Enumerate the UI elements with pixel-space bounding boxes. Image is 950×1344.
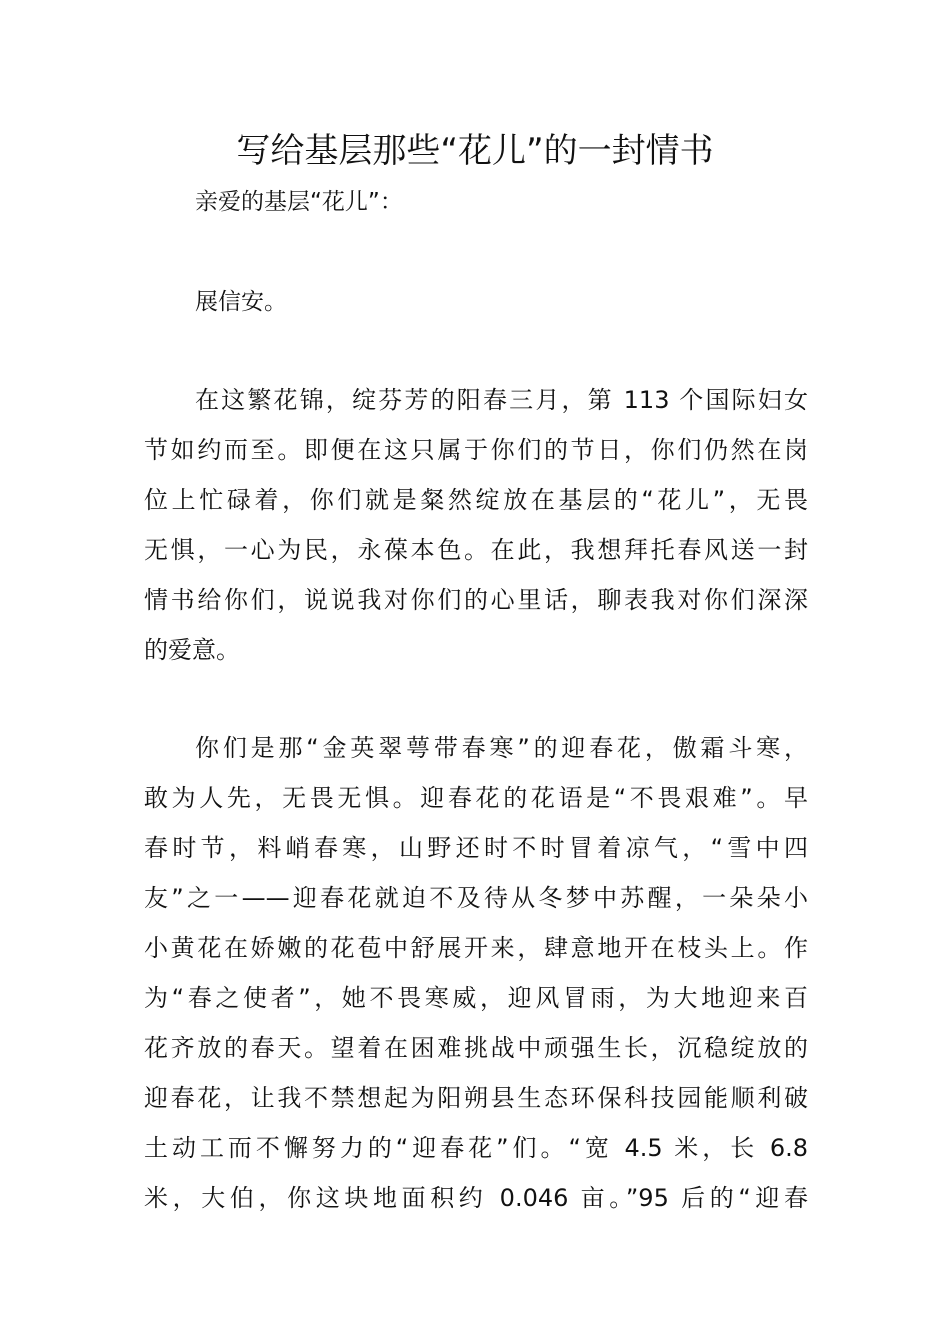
paragraph-1 xyxy=(144,375,808,675)
paragraph-line: 米，大伯，你这块地面积约 0.046 亩。”95 后的“迎春 xyxy=(144,1184,808,1212)
paragraph-line: 的爱意。 xyxy=(144,636,240,664)
paragraph-line: 情书给你们，说说我对你们的心里话，聊表我对你们深深 xyxy=(144,586,808,614)
paragraph-line: 节如约而至。即便在这只属于你们的节日，你们仍然在岗 xyxy=(144,436,808,464)
paragraph-line: 为“春之使者”，她不畏寒威，迎风冒雨，为大地迎来百 xyxy=(144,984,808,1012)
paragraph-line: 无惧，一心为民，永葆本色。在此，我想拜托春风送一封 xyxy=(144,536,808,564)
paragraph-line: 迎春花，让我不禁想起为阳朔县生态环保科技园能顺利破 xyxy=(144,1084,808,1112)
paragraph-line: 敢为人先，无畏无惧。迎春花的花语是“不畏艰难”。早 xyxy=(144,784,808,812)
paragraph-line: 位上忙碌着，你们就是粲然绽放在基层的“花儿”，无畏 xyxy=(144,486,808,514)
paragraph-line: 你们是那“金英翠萼带春寒”的迎春花，傲霜斗寒， xyxy=(195,734,808,762)
paragraph-line: 春时节，料峭春寒，山野还时不时冒着凉气，“雪中四 xyxy=(144,834,808,862)
paragraph-line: 在这繁花锦，绽芬芳的阳春三月，第 113 个国际妇女 xyxy=(195,386,808,414)
salutation: 亲爱的基层“花儿”： xyxy=(195,189,403,215)
paragraph-line: 友”之一——迎春花就迫不及待从冬梦中苏醒，一朵朵小 xyxy=(144,884,808,912)
paragraph-line: 花齐放的春天。望着在困难挑战中顽强生长，沉稳绽放的 xyxy=(144,1034,808,1062)
paragraph-line: 土动工而不懈努力的“迎春花”们。“宽 4.5 米，长 6.8 xyxy=(144,1134,808,1162)
paragraph-2 xyxy=(144,723,808,1223)
greeting: 展信安。 xyxy=(195,289,287,315)
paragraph-line: 小黄花在娇嫩的花苞中舒展开来，肆意地开在枝头上。作 xyxy=(144,934,808,962)
document-title: 写给基层那些“花儿”的一封情书 xyxy=(236,131,714,171)
